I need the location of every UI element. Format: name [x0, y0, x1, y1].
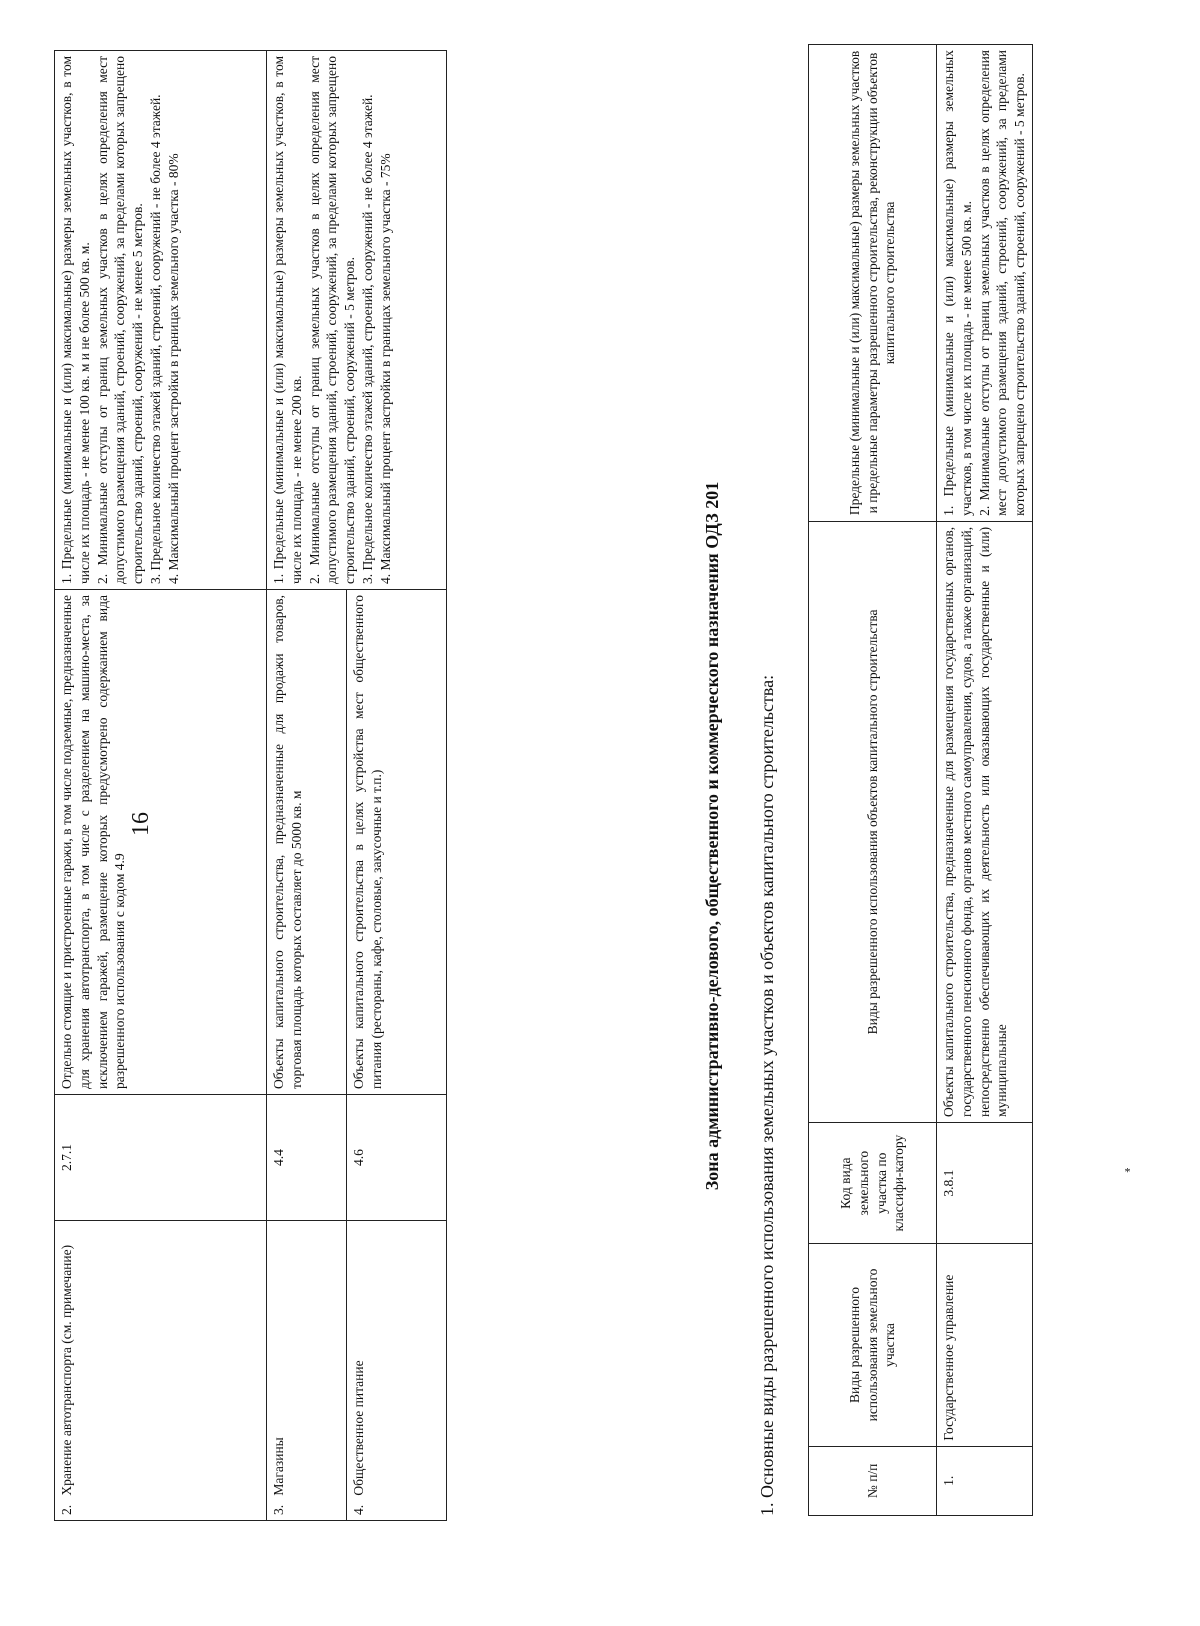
classifier-code: 2.7.1 [55, 1095, 267, 1221]
scan-mark: * [1124, 1164, 1131, 1179]
classifier-code: 4.6 [347, 1095, 447, 1221]
parameter-item: 2. Минимальные отступы от границ земельных участков в целях определения мест допустимого размещения зданий, строений, сооружений, за пределами которых запрещено строительство зданий, строений, сооружений - 5 метров. [306, 56, 358, 584]
parameter-item: 1. Предельные (минимальные и (или) максимальные) размеры земельных участков, в том числе их площадь - не менее 100 кв. м и не более 500 кв. м. [59, 56, 92, 584]
header-number: № п/п [809, 1446, 937, 1515]
land-use-kind: Государственное управление [937, 1244, 1033, 1446]
parameter-item: 2. Минимальные отступы от границ земельных участков в целях определения мест допустимого размещения зданий, строений, сооружений, за пределами которых запрещено строительство зданий, строений, сооружений - 5 метров. [976, 50, 1028, 516]
parameter-item: 1. Предельные (минимальные и (или) максимальные) размеры земельных участков, в том числе их площадь - не менее 200 кв. [271, 56, 304, 584]
classifier-code: 3.8.1 [937, 1122, 1033, 1243]
land-use-kind-cell [55, 1221, 267, 1521]
parameter-item: 3. Предельное количество этажей зданий, строений, сооружений - не более 4 этажей. [148, 94, 164, 584]
row-number: 2. [59, 1504, 74, 1515]
object-use-description: Объекты капитального строительства в целях устройства мест общественного питания (рестораны, кафе, столовые, закусочные и т.п.) [347, 590, 447, 1095]
parameter-item: 3. Предельное количество этажей зданий, строений, сооружений - не более 4 этажей. [360, 94, 376, 584]
land-use-kind: Общественное питание [351, 1360, 366, 1496]
land-use-kind-cell [267, 1221, 347, 1521]
zone-title: Зона административно-делового, общественного и коммерческого назначения ОДЗ 201 [702, 481, 722, 1191]
table-header-row [809, 45, 937, 1516]
land-use-kind: Хранение автотранспорта (см. примечание) [59, 1244, 74, 1496]
header-classifier-code: Код вида земельного участка по классифи-катору [809, 1122, 937, 1243]
row-number: 4. [351, 1504, 366, 1515]
row-number: 1. [937, 1446, 1033, 1515]
parameter-item: 1. Предельные (минимальные и (или) максимальные) размеры земельных участков, в том числе их площадь - не менее 500 кв. м. [941, 50, 974, 516]
header-limit-parameters: Предельные (минимальные и (или) максимальные) размеры земельных участков и предельные параметры разрешенного строительства, реконструкции объектов капитального строительства [809, 45, 937, 522]
object-use-description: Отдельно стоящие и пристроенные гаражи, в том числе подземные, предназначенные для хранения автотранспорта, в том числе с разделением на машино-места, за исключением гаражей, размещение которых предусмотрено содержанием вида разрешенного использования с кодом 4.9 [55, 590, 267, 1095]
limit-parameters [267, 51, 447, 590]
table-row [55, 51, 267, 1521]
object-use-description: Объекты капитального строительства, предназначенные для размещения государственных органов, государственного пенсионного фонда, органов местного самоуправления, судов, а также организаций, непосредственно обеспечивающих их деятельность или оказывающих государственные и (или) муниципальные [937, 521, 1033, 1122]
classifier-code: 4.4 [267, 1095, 347, 1221]
object-use-description: Объекты капитального строительства, предназначенные для продажи товаров, торговая площадь которых составляет до 5000 кв. м [267, 590, 347, 1095]
page-number: 16 [128, 812, 154, 836]
header-land-use-kind: Виды разрешенного использования земельного участка [809, 1244, 937, 1446]
table-row [937, 45, 1033, 1516]
land-use-kind-cell [347, 1221, 447, 1521]
zone-land-use-table [808, 44, 1033, 1516]
header-object-use: Виды разрешенного использования объектов капитального строительства [809, 521, 937, 1122]
parameter-item: 4. Максимальный процент застройки в границах земельного участка - 80% [165, 153, 181, 584]
limit-parameters [55, 51, 267, 590]
parameter-item: 2. Минимальные отступы от границ земельных участков в целях определения мест допустимого размещения зданий, строений, сооружений, за пределами которых запрещено строительство зданий, строений, сооружений - не менее 5 метров. [94, 56, 146, 584]
land-use-kind: Магазины [271, 1437, 286, 1496]
land-use-table-continued [54, 50, 447, 1521]
limit-parameters [937, 45, 1033, 522]
table-row [267, 51, 347, 1521]
parameter-item: 4. Максимальный процент застройки в границах земельного участка - 75% [377, 153, 393, 584]
section-subtitle: 1. Основные виды разрешенного использования земельных участков и объектов капитального строительства: [757, 674, 777, 1516]
row-number: 3. [271, 1504, 286, 1515]
